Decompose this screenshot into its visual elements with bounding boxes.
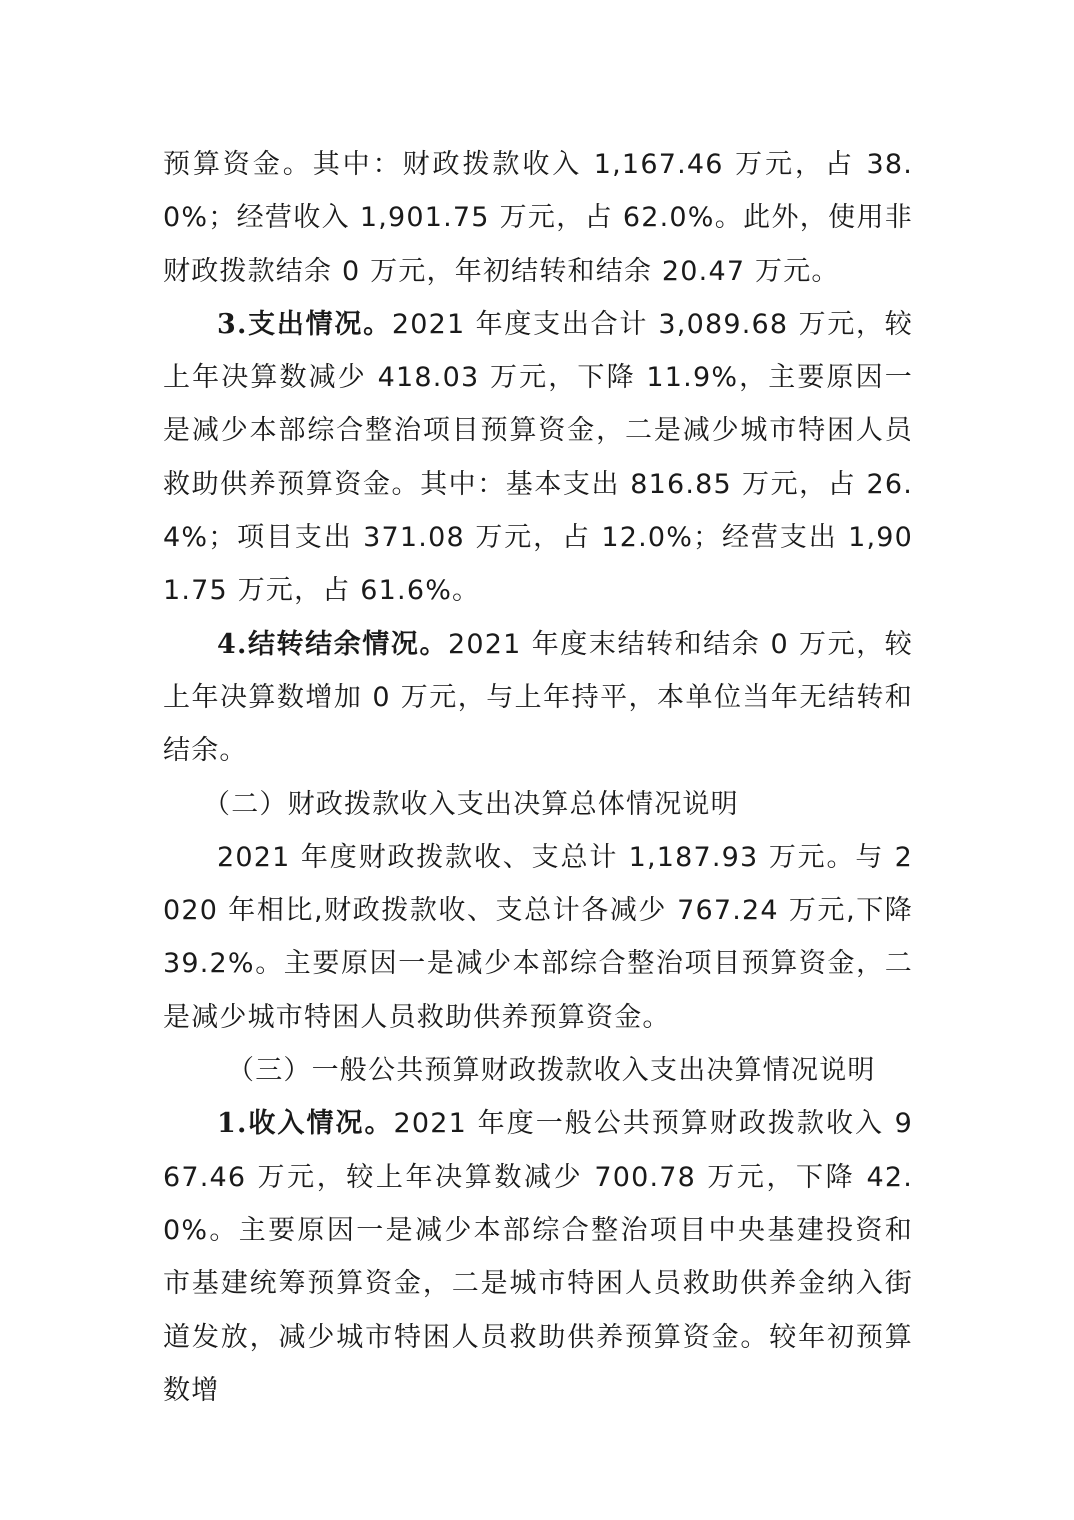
paragraph-income-continued [163, 138, 913, 298]
paragraph-lead: 3.支出情况。 [217, 308, 392, 340]
section-heading-2 [163, 778, 913, 831]
paragraph-lead: 1.收入情况。 [217, 1108, 394, 1140]
section-heading-3 [163, 1044, 913, 1097]
paragraph-carryover [163, 618, 913, 778]
paragraph-lead: 4.结转结余情况。 [217, 628, 449, 660]
paragraph-text: 2021 年度财政拨款收、支总计 1,187.93 万元。与 2020 年相比,财政拨款收、支总计各减少 767.24 万元,下降 39.2%。主要原因一是减少本部综合整治项目预算资金，二是减少城市特困人员救助供养预算资金。 [163, 841, 913, 1033]
paragraph-text: 预算资金。其中：财政拨款收入 1,167.46 万元，占 38.0%；经营收入 1,901.75 万元，占 62.0%。此外，使用非财政拨款结余 0 万元，年初结转和结余 20.47 万元。 [163, 149, 913, 287]
paragraph-text: 2021 年度支出合计 3,089.68 万元，较上年决算数减少 418.03 万元，下降 11.9%，主要原因一是减少本部综合整治项目预算资金，二是减少城市特困人员救助供养预算资金。其中：基本支出 816.85 万元，占 26.4%；项目支出 371.08 万元，占 12.0%；经营支出 1,901.75 万元，占 61.6%。 [163, 308, 913, 607]
heading-text: （二）财政拨款收入支出决算总体情况说明 [203, 788, 739, 820]
paragraph-fiscal-total [163, 831, 913, 1044]
paragraph-expenditure [163, 298, 913, 618]
paragraph-text: 2021 年度末结转和结余 0 万元，较上年决算数增加 0 万元，与上年持平，本单位当年无结转和结余。 [163, 628, 913, 767]
paragraph-text: 2021 年度一般公共预算财政拨款收入 967.46 万元，较上年决算数减少 700.78 万元，下降 42.0%。主要原因一是减少本部综合整治项目中央基建投资和市基建统筹预算资金，二是城市特困人员救助供养金纳入街道发放，减少城市特困人员救助供养预算资金。较年初预算数增 [163, 1108, 913, 1406]
heading-text: （三）一般公共预算财政拨款收入支出决算情况说明 [227, 1055, 876, 1087]
paragraph-general-income [163, 1097, 913, 1417]
document-page [163, 138, 913, 1417]
